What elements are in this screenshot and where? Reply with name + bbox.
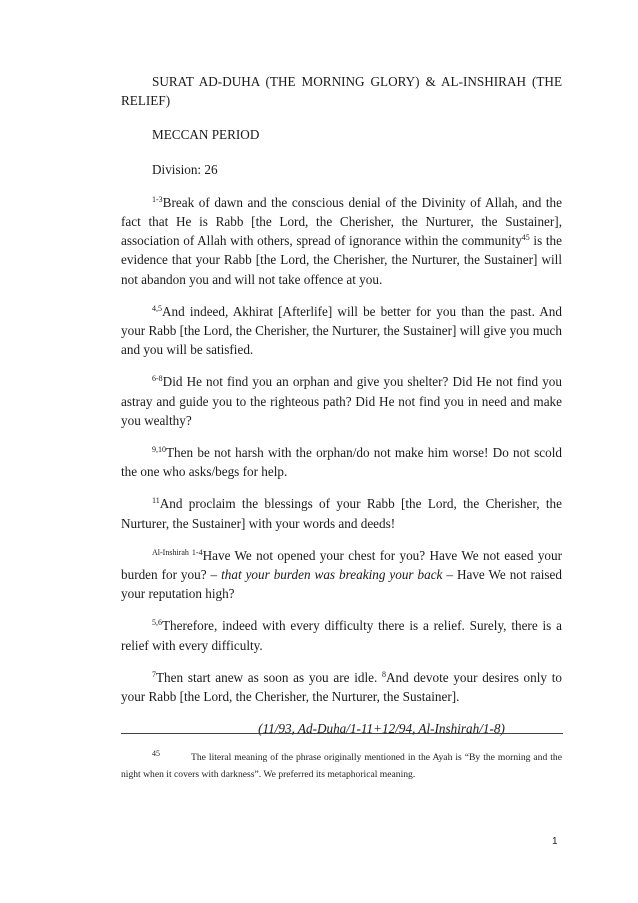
verse-text-continued: – Have We not raised your reputation high? <box>121 567 563 602</box>
document-body <box>121 0 562 738</box>
surah-heading: SURAT AD-DUHA (THE MORNING GLORY) & AL-INSHIRAH (THE RELIEF) <box>121 74 562 109</box>
verse-paragraph <box>121 494 562 532</box>
verse-text: Did He not find you an orphan and give you shelter? Did He not find you astray and guide you to the righteous path? Did He not find you in need and make you wealthy? <box>121 374 562 428</box>
verse-text-italic: that your burden was breaking your back <box>221 567 443 583</box>
verse-ref: 11 <box>152 496 160 506</box>
verse-text-continued: is the evidence that your Rabb [the Lord, the Cherisher, the Nurturer, the Sustainer] will not abandon you and will not take offence at you. <box>121 233 562 287</box>
verse-paragraph <box>121 372 562 430</box>
verse-ref: 4,5 <box>152 303 162 313</box>
verse-ref: 5,6 <box>152 618 162 628</box>
verse-paragraph <box>121 302 562 360</box>
verse-ref: 6-8 <box>152 374 163 384</box>
verse-text: Have We not opened your chest for you? Have We not eased your burden for you? – <box>121 547 563 583</box>
verse-paragraph <box>121 443 562 481</box>
verse-paragraph <box>121 616 562 654</box>
footnote-separator <box>121 733 563 734</box>
verse-ref: 1-3 <box>152 194 163 204</box>
verse-ref: Al-Inshirah 1-4 <box>152 547 203 557</box>
footnote: 45 The literal meaning of the phrase originally mentioned in the Ayah is “By the morning and the night when it covers with darkness”. We preferred its metaphorical meaning. <box>121 749 562 780</box>
verse-paragraph <box>121 668 562 706</box>
verse-text: Then start anew as soon as you are idle. <box>156 669 382 685</box>
verse-text: And proclaim the blessings of your Rabb [the Lord, the Cherisher, the Nurturer, the Sustainer] with your words and deeds! <box>121 496 562 531</box>
period-label: MECCAN PERIOD <box>152 127 260 143</box>
footnote-reference[interactable]: 45 <box>521 233 530 243</box>
verse-paragraph <box>121 546 562 604</box>
verse-ref: 7 <box>152 669 156 679</box>
verse-text: And indeed, Akhirat [Afterlife] will be better for you than the past. And your Rabb [the Lord, the Cherisher, the Nurturer, the Sustainer] will give you much and you will be satisfied. <box>121 303 562 358</box>
verse-text: Break of dawn and the conscious denial of the Divinity of Allah, and the fact that He is Rabb [the Lord, the Cherisher, the Nurturer, the Sustainer], association of Allah with others, spread of ignorance within the community <box>121 194 562 249</box>
verse-ref: 9,10 <box>152 445 166 455</box>
verse-text: Therefore, indeed with every difficulty there is a relief. Surely, there is a relief with every difficulty. <box>121 618 562 653</box>
verse-paragraph <box>121 193 562 289</box>
source-citation: (11/93, Ad-Duha/1-11+12/94, Al-Inshirah/1-8) <box>258 721 505 737</box>
footnote-text: The literal meaning of the phrase originally mentioned in the Ayah is “By the morning and the night when it covers with darkness”. We preferred its metaphorical meaning. <box>121 752 562 780</box>
page-number: 1 <box>552 836 558 847</box>
verse-text: Then be not harsh with the orphan/do not make him worse! Do not scold the one who asks/begs for help. <box>121 445 562 480</box>
verse-text-continued: And devote your desires only to your Rabb [the Lord, the Cherisher, the Nurturer, the Sustainer]. <box>121 669 562 705</box>
verse-ref: 8 <box>382 669 386 679</box>
division-label: Division: 26 <box>152 161 218 177</box>
